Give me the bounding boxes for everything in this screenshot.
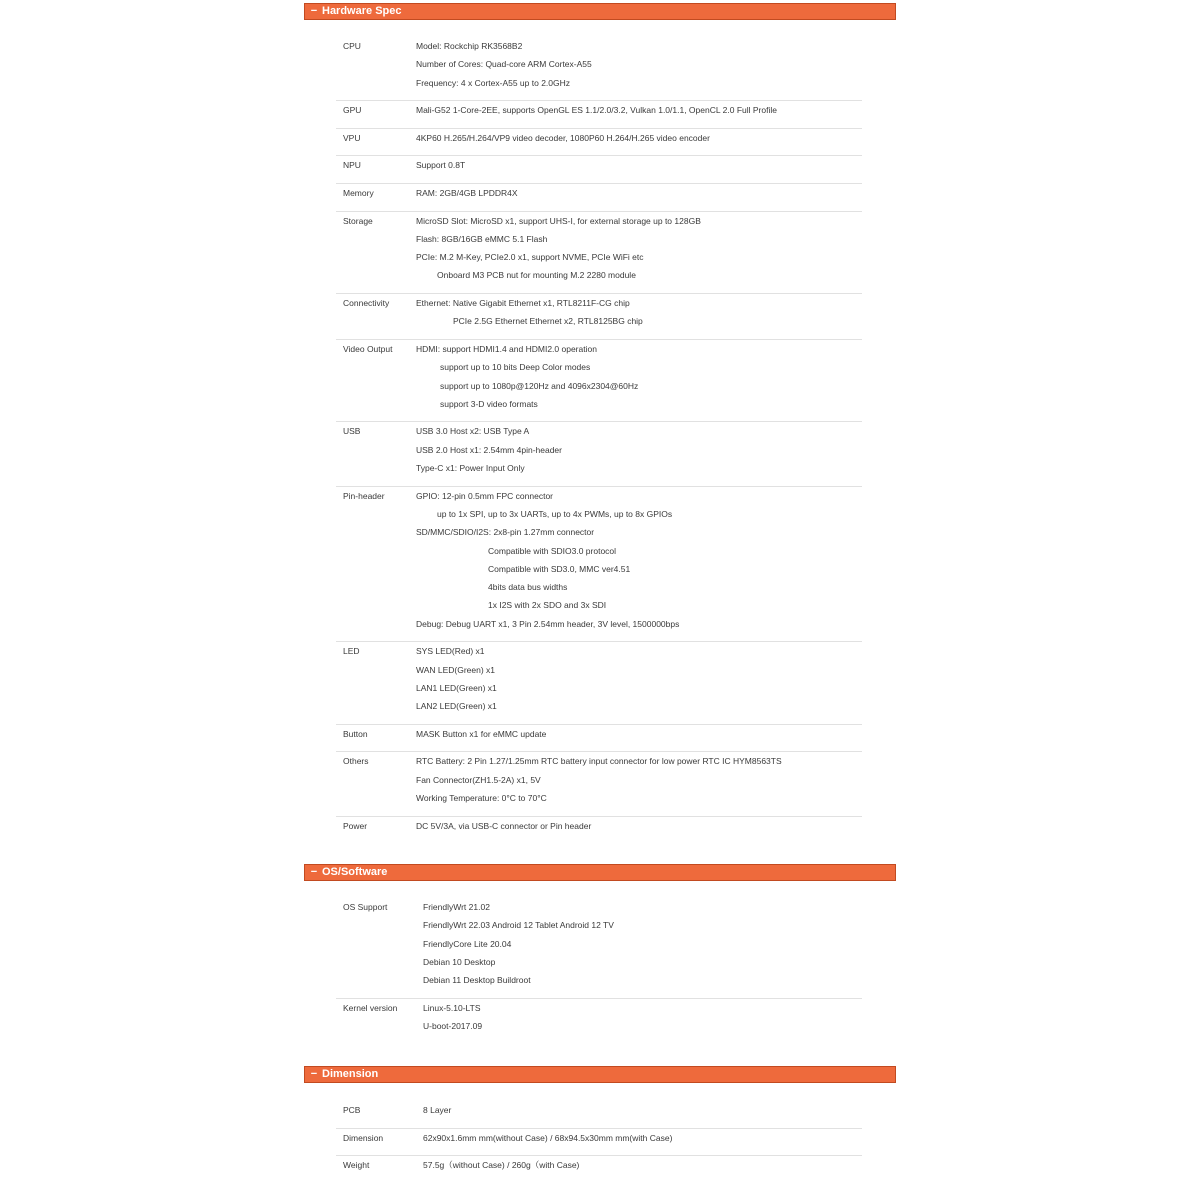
spec-row-button	[336, 725, 862, 753]
spec-row-power	[336, 817, 862, 845]
spec-row-npu	[336, 156, 862, 184]
section-title: Dimension	[322, 1068, 379, 1080]
spec-row-led	[336, 642, 862, 725]
spec-value-line: support up to 1080p@120Hz and 4096x2304@60Hz	[440, 380, 639, 391]
collapse-icon[interactable]: −	[310, 866, 318, 878]
spec-value	[423, 999, 482, 1036]
spec-value	[416, 340, 638, 413]
spec-value	[416, 37, 592, 92]
spec-value	[416, 422, 562, 477]
spec-value-line: Support 0.8T	[416, 160, 466, 171]
spec-value-line: Debian 11 Desktop Buildroot	[423, 975, 531, 986]
spec-value-line: MicroSD Slot: MicroSD x1, support UHS-I, for external storage up to 128GB	[416, 215, 701, 226]
section-title: OS/Software	[322, 866, 388, 878]
spec-value	[416, 817, 591, 835]
spec-value	[416, 487, 679, 633]
spec-row-memory	[336, 184, 862, 212]
spec-label: Storage	[343, 215, 373, 226]
spec-row-vpu	[336, 129, 862, 157]
collapse-icon[interactable]: −	[310, 1068, 318, 1080]
spec-label: PCB	[343, 1105, 361, 1115]
spec-label: Power	[343, 820, 368, 831]
spec-label: Dimension	[343, 1132, 384, 1143]
spec-label: CPU	[343, 41, 361, 51]
spec-row-others	[336, 752, 862, 816]
spec-value	[416, 725, 546, 743]
spec-value-line: SYS LED(Red) x1	[416, 646, 485, 657]
spec-value-line: Mali-G52 1-Core-2EE, supports OpenGL ES 1.1/2.0/3.2, Vulkan 1.0/1.1, OpenCL 2.0 Full Profile	[416, 105, 777, 116]
spec-row-video-output	[336, 340, 862, 423]
spec-value-line: support 3-D video formats	[440, 398, 538, 409]
spec-label: OS Support	[343, 902, 388, 912]
spec-value	[423, 1129, 672, 1147]
spec-value-line: 1x I2S with 2x SDO and 3x SDI	[488, 600, 607, 611]
spec-value-line: WAN LED(Green) x1	[416, 664, 496, 675]
section-header-hardware-spec[interactable]	[304, 3, 896, 20]
spec-row-usb	[336, 422, 862, 486]
spec-row-dimension	[336, 1129, 862, 1157]
spec-value-line: FriendlyCore Lite 20.04	[423, 938, 512, 949]
spec-table-hardware-spec	[336, 37, 862, 844]
spec-value-line: DC 5V/3A, via USB-C connector or Pin header	[416, 820, 592, 831]
spec-value-line: 4bits data bus widths	[488, 582, 568, 593]
spec-row-os-support	[336, 898, 862, 999]
spec-value-line: Compatible with SD3.0, MMC ver4.51	[488, 563, 631, 574]
spec-value	[423, 898, 614, 989]
spec-label: Button	[343, 728, 368, 739]
spec-value-line: RAM: 2GB/4GB LPDDR4X	[416, 187, 518, 198]
spec-row-weight	[336, 1156, 862, 1184]
spec-label: Others	[343, 756, 369, 767]
spec-value-line: Flash: 8GB/16GB eMMC 5.1 Flash	[416, 233, 548, 244]
spec-value-line: GPIO: 12-pin 0.5mm FPC connector	[416, 490, 553, 501]
spec-value-line: 62x90x1.6mm mm(without Case) / 68x94.5x30mm mm(with Case)	[423, 1132, 673, 1143]
spec-label: Pin-header	[343, 490, 385, 501]
spec-value	[423, 1156, 579, 1174]
spec-value-line: LAN2 LED(Green) x1	[416, 701, 497, 712]
spec-value-line: Frequency: 4 x Cortex-A55 up to 2.0GHz	[416, 77, 571, 88]
spec-value-line: PCIe: M.2 M-Key, PCIe2.0 x1, support NVME, PCIe WiFi etc	[416, 252, 644, 263]
spec-value-line: LAN1 LED(Green) x1	[416, 682, 497, 693]
spec-value-line: 8 Layer	[423, 1105, 452, 1115]
spec-label: NPU	[343, 160, 361, 171]
spec-value-line: Working Temperature: 0°C to 70°C	[416, 793, 547, 804]
spec-label: Video Output	[343, 343, 393, 354]
spec-value-line: U-boot-2017.09	[423, 1021, 483, 1032]
spec-value-line: Model: Rockchip RK3568B2	[416, 41, 523, 51]
spec-value-line: Linux-5.10-LTS	[423, 1002, 481, 1013]
spec-value-line: support up to 10 bits Deep Color modes	[440, 362, 591, 373]
spec-value-line: 57.5g（without Case) / 260g（with Case)	[423, 1160, 580, 1171]
spec-table-os-software	[336, 898, 862, 1045]
spec-value-line: FriendlyWrt 22.03 Android 12 Tablet Android 12 TV	[423, 920, 614, 931]
spec-row-storage	[336, 212, 862, 295]
spec-label: Weight	[343, 1160, 370, 1171]
spec-value-line: Fan Connector(ZH1.5-2A) x1, 5V	[416, 774, 541, 785]
spec-table-dimension	[336, 1101, 862, 1184]
spec-value	[423, 1101, 451, 1119]
spec-value-line: SD/MMC/SDIO/I2S: 2x8-pin 1.27mm connector	[416, 527, 595, 538]
spec-label: GPU	[343, 105, 362, 116]
spec-value-line: up to 1x SPI, up to 3x UARTs, up to 4x PWMs, up to 8x GPIOs	[437, 508, 673, 519]
spec-value-line: Onboard M3 PCB nut for mounting M.2 2280 module	[437, 270, 636, 281]
spec-row-pin-header	[336, 487, 862, 643]
spec-value	[416, 642, 497, 715]
spec-value-line: PCIe 2.5G Ethernet Ethernet x2, RTL8125BG chip	[453, 316, 643, 327]
spec-value	[416, 101, 777, 119]
spec-label: VPU	[343, 132, 361, 143]
section-header-os-software[interactable]	[304, 864, 896, 881]
spec-value-line: MASK Button x1 for eMMC update	[416, 728, 547, 739]
spec-value-line: Debian 10 Desktop	[423, 956, 496, 967]
spec-label: USB	[343, 426, 361, 437]
spec-value	[416, 156, 465, 174]
spec-value	[416, 752, 782, 807]
spec-value-line: Compatible with SDIO3.0 protocol	[488, 545, 617, 556]
spec-value-line: FriendlyWrt 21.02	[423, 902, 490, 912]
spec-value-line: USB 3.0 Host x2: USB Type A	[416, 426, 530, 437]
spec-value-line: HDMI: support HDMI1.4 and HDMI2.0 operation	[416, 343, 597, 354]
section-header-dimension[interactable]	[304, 1066, 896, 1083]
spec-value-line: Ethernet: Native Gigabit Ethernet x1, RTL8211F-CG chip	[416, 298, 630, 309]
spec-value-line: Debug: Debug UART x1, 3 Pin 2.54mm header, 3V level, 1500000bps	[416, 618, 680, 629]
spec-value	[416, 212, 701, 285]
spec-value-line: 4KP60 H.265/H.264/VP9 video decoder, 1080P60 H.264/H.265 video encoder	[416, 132, 710, 143]
spec-value-line: RTC Battery: 2 Pin 1.27/1.25mm RTC battery input connector for low power RTC IC HYM8563TS	[416, 756, 782, 767]
spec-value	[416, 184, 518, 202]
spec-label: LED	[343, 646, 360, 657]
spec-row-cpu	[336, 37, 862, 101]
section-title: Hardware Spec	[322, 5, 402, 17]
spec-label: Memory	[343, 187, 374, 198]
spec-label: Kernel version	[343, 1002, 398, 1013]
spec-row-kernel-version	[336, 999, 862, 1045]
spec-value-line: USB 2.0 Host x1: 2.54mm 4pin-header	[416, 444, 562, 455]
spec-row-gpu	[336, 101, 862, 129]
spec-value	[416, 294, 643, 331]
spec-value-line: Number of Cores: Quad-core ARM Cortex-A55	[416, 59, 592, 70]
spec-value	[416, 129, 710, 147]
spec-label: Connectivity	[343, 298, 390, 309]
spec-row-connectivity	[336, 294, 862, 340]
spec-value-line: Type-C x1: Power Input Only	[416, 463, 525, 474]
spec-row-pcb	[336, 1101, 862, 1129]
collapse-icon[interactable]: −	[310, 5, 318, 17]
